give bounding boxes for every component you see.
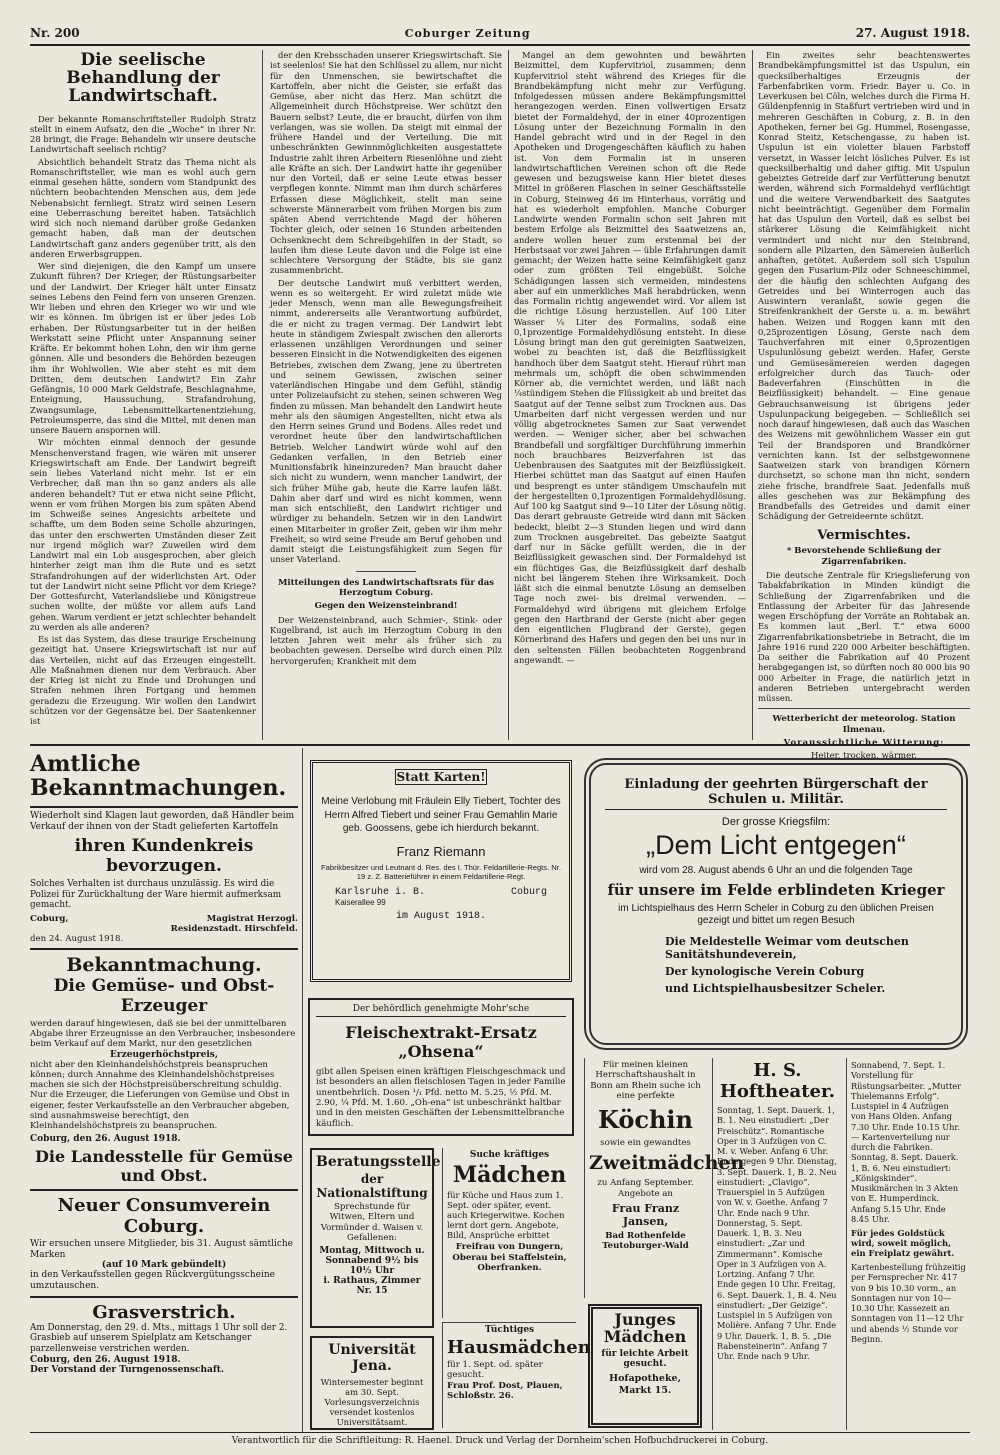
issue-date: 27. August 1918. — [855, 26, 970, 40]
zweitmaedchen-text: zu Anfang September. Angebote an — [597, 1178, 694, 1199]
divider — [30, 806, 298, 808]
bekanntmachung-subtitle: Die Gemüse- und Obst-Erzeuger — [53, 975, 275, 1016]
beratung-title: Beratungsstelle — [316, 1154, 441, 1170]
article-paragraph: Wer sind diejenigen, die den Kampf um unsere Zukunft führen? Der Krieger, der Rüstungsarbeiter und der Landwirt. Der Krieger hält unter Einsatz seines Lebens den Feind fern von unseren Grenzen. Wir lieben und ehren den Krieger wo wir und wie wir es können. Im übrigen ist er über jedes Lob erhaben. Der Rüstungsarbeiter tut in der heißen Werkstatt seine Pflicht unter Anspannung seiner Kräfte. Er bekommt hohen Lohn, den wir ihm gerne gönnen. Alle und besonders die Behörden bezeugen ihm ihr Wohlwollen. Wie aber steht es mit dem Dritten, dem deutschen Landwirt? Ein Zahr Gefängnis, 10 000 Mark Geldstrafe, Beschlagnahme, Enteignung, Haussuchung, Strafandrohung, Zwangsumlage, Lebensmittelkartenentziehung, Petroleumsperre, das sind die Mittel, mit denen man unsere Bauern anspornen will. — [30, 261, 256, 436]
article-paragraph: Ein zweites sehr beachtenswertes Brandbekämpfungsmittel ist das Uspulun, ein quecksilberhaltiges Erzeugnis der Farbenfabriken vorm. Friedr. Bayer u. Co. in Leverkusen bei Cöln, welches durch die Firma H. Güldenpfennig in Staßfurt vertrieben wird und in mehreren Geschäften in Coburg, z. B. in den Apotheken, ferner bei Gg. Hummel, Rosengasse, Konrad Steitz, Ketschengasse, zu haben ist. Uspulun ist ein violetter blauen Farbstoff versetzt, in Wasser leicht lösliches Pulver. Es ist quecksilberhaltig und daher giftig. Mit Uspulun gebeiztes Getreide darf zur Verfütterung benutzt werden, während sich Formaldehyd verflüchtigt und die weitere Verwendbarkeit des Saatgutes nicht beeinträchtigt. Gegenüber dem Formalin hat das Uspulun den Vorteil, daß es selbst bei stärkerer Lösung die Keimfähigkeit nicht vermindert und nicht nur den Steinbrand, sondern alle Pilzarten, den Sämereien äußerlich anhaften, getötet. Außerdem soll sich Uspulun gegen den Fusarium-Pilz oder Schneeschimmel, der die häufig den schlechten Aufgang des Getreides und bei Winterrogen auch das Auswintern veranlaßt, sowie gegen die Streifenkrankheit der Gerste u. a. m. bewährt haben. Weizen und Roggen kann mit den 0,25prozentigen Lösung, Gerste nach dem Tauchverfahren mit einer 0,5prozentigen Uspulunlösung gebeizt werden. Hafer, Gerste und Gemüsesämereien werden dagegen erfolgreicher durch das Tauch- oder Badeverfahren (Einschütten in die Beizflüssigkeit) behandelt. — Eine genaue Gebrauchsanweisung ist übrigens jeder Uspulunpackung beigegeben. — Schließlich sei noch darauf hingewiesen, daß auch das Waschen des Weizens mit gewöhnlichem Wasser ein gut Teil der Brandsporen und Brandkörner vernichten kann. Ist der selbstgewonnene Saatweizen stark von brandigen Körnern durchsetzt, so schone man ihn nicht, sondern ziehe frische, brandfreie Saat. Jedenfalls muß alles geschehen was zur Bekämpfung des Brandbefalls des Getreides und damit einer Schädigung der Getreideernte schützt. — [758, 50, 970, 522]
hausmaedchen-sign: Frau Prof. Dost, Plauen, Schloßstr. 26. — [447, 1380, 563, 1401]
bekanntmachung-date: Coburg, den 26. August 1918. — [30, 1133, 181, 1144]
article-title: Die seelische Behandlung der Landwirtschaft. — [66, 50, 220, 106]
uni-jena-ad — [310, 1336, 434, 1430]
hoftheater-goldstueck: Für jedes Goldstück wird, soweit möglich, ein Freiplatz gewährt. — [851, 1228, 955, 1259]
article-column-4 — [758, 50, 970, 762]
divider — [30, 1296, 298, 1298]
bekanntmachung-text-2: nicht aber den Kleinhandelshöchstpreis beanspruchen können; durch Annahme des Kleinhandelshöchstpreises machen sie sich der Höchstpreisüberschreitung schuldig. Nur die Erzeuger, die Lieferungen von Gemüse und Obst in eigener, fester Verkaufsstelle an den Verbraucher abgeben, sind ausnahmsweise berechtigt, den Kleinhandelshöchstpreis zu beanspruchen. — [30, 1059, 290, 1132]
zweitmaedchen-title: Zweitmädchen — [589, 1152, 745, 1175]
statt-karten: Statt Karten! — [396, 770, 486, 784]
ohsena-text: gibt allen Speisen einen kräftigen Fleischgeschmack und ist besonders an allen fleischlosen Tagen in jeder Familie unentbehrlich. Dosen ¹/₁ Pfd. netto M. 5.25, ½ Pfd. M. 2.90, ¼ Pfd. M. 1.60. „Oh-ena“ ist unbeschränkt haltbar und in den meisten Geschäften der Lebensmittelbranche käuflich. — [316, 1067, 566, 1129]
ohsena-ad — [308, 998, 574, 1136]
koechin-ad — [584, 1058, 745, 1298]
kino-subtitle: für unsere im Felde erblindeten Krieger — [607, 881, 945, 899]
beratung-text: Sprechstunde für Witwen, Eltern und Vormünder d. Waisen v. Gefallenen: — [320, 1202, 424, 1243]
kino-intro: Der grosse Kriegsfilm: — [721, 816, 831, 828]
divider — [30, 948, 298, 950]
kartoffel-headline: ihren Kundenkreis bevorzugen. — [74, 835, 254, 876]
engagement-name: Franz Riemann — [396, 843, 486, 859]
kartoffel-signature-row — [30, 914, 298, 934]
hoftheater-kasse: Kartenbestellung frühzeitig per Fernsprecher Nr. 417 von 9 bis 10.30 vorm., an Sonntagen nur von 10—10.30 Uhr. Kassezeit an Sonntagen von 11—12 Uhr und abends ½ Stunde vor Beginn. — [851, 1262, 966, 1344]
junges-title: Junges Mädchen — [603, 1310, 687, 1346]
column-rule — [508, 50, 509, 740]
maedchen-sign: Freifrau von Dungern, Oberau bei Staffelstein, Oberfranken. — [452, 1242, 567, 1274]
kino-text: wird vom 28. August abends 6 Uhr an und die folgenden Tage — [639, 865, 913, 876]
divider — [356, 571, 416, 572]
bekanntmachung-title: Bekanntmachung. — [66, 953, 262, 976]
hoftheater-program-2 — [846, 1058, 970, 1430]
grasverstrich-date: Coburg, den 26. August 1918. — [30, 1354, 181, 1365]
article-column-2 — [270, 50, 502, 740]
uni-text: Wintersemester beginnt am 30. Sept. Vorlesungsverzeichnis versendet kostenlos Universitätsamt. — [320, 1377, 424, 1428]
consumverein-text-2: in den Verkaufsstellen gegen Rückvergütungsscheine umzutauschen. — [30, 1270, 275, 1292]
kino-ad — [584, 758, 968, 1050]
left-ads-column — [30, 752, 298, 1432]
bekanntmachung-center: Erzeugerhöchstpreis, — [110, 1049, 218, 1060]
article-column-1 — [30, 50, 256, 740]
hoftheater-program-text-2: Sonnabend, 7. Sept. 1. Vorstellung für Rüstungsarbeiter. „Mutter Thielemanns Erfolg“. Lustspiel in 4 Aufzügen von Hans Olden. Anfang 7.30 Uhr. Ende 10.15 Uhr. — Kartenverteilung nur durch die Fabriken. Sonntag, 8. Sept. Dauerk. 1, B. 6. Neu einstudiert: „Königskinder“. Musikmärchen in 3 Akten von E. Humperdinck. Anfang 5.15 Uhr. Ende 8.45 Uhr. — [851, 1060, 962, 1224]
article-paragraph: Wir möchten einmal dennoch der gesunde Menschenverstand fragen, wie wären mit unserer Kriegswirtschaft am Ende. Der Landwirt begreift sein liebes Vaterland nicht mehr. Ist er ein Verbrecher, daß man ihn so ganz anders als alle anderen behandelt? Tut er etwa nicht seine Pflicht, wenn er vom frühen Morgen bis zum späten Abend im Schweiße seines Angesichts arbeitete und schaffte, um dem Boden seine Scholle abzuringen, das unter den erschwerten Umständen dieser Zeit nur irgend möglich war? Zuweilen wird dem Landwirt mal ein Lob ausgesprochen, aber gleich hinterher zeigt man ihm die Rute und es setzt Strafandrohungen auf der widerlichsten Art. Oder tut der Landwirt nicht seine Pflicht vor dem Kriege? Der Gottesfurcht, Vaterlandsliebe und Königstreue suchen wollte, der müßte vor allem aufs Land gehen. Warum verdient er jetzt schlechter behandelt zu werden als alle anderen? — [30, 437, 256, 632]
consumverein-note: (auf 10 Mark gebündelt) — [101, 1260, 227, 1271]
column-rule — [262, 50, 263, 740]
misc-text: Die deutsche Zentrale für Kriegslieferung von Tabakfabrikation in Minden kündigt die Schließung der Zigarrenfabriken und die Entlassung der Arbeiter für das Jahresende wegen Erschöpfung der Vorräte an Rohtabak an. Es kommen laut „Berl. T.“ etwa 6000 Zigarrenfabrikationsbetriebe in Betracht, die im Jahre 1916 rund 220 000 Arbeiter beschäftigten. Da seither die Fabrikation auf 40 Prozent herabgegangen ist, so dürften noch 80 000 bis 90 000 Arbeiter in Frage, die natürlich jetzt in anderen Betrieben untergebracht werden müssen. — [758, 570, 970, 704]
engagement-places — [319, 887, 563, 898]
hausmaedchen-ad — [442, 1322, 591, 1428]
beratung-ad — [310, 1148, 441, 1328]
junges-sign: Hofapotheke, Markt 15. — [609, 1373, 681, 1396]
kino-film-title: „Dem Licht entgegen“ — [646, 830, 906, 860]
article-column-3 — [514, 50, 746, 740]
page-header — [30, 22, 970, 44]
place-coburg: Coburg — [510, 886, 547, 898]
grasverstrich-sign: Der Vorstand der Turngenossenschaft. — [30, 1364, 224, 1375]
kino-sign-3: und Lichtspielhausbesitzer Scheler. — [665, 982, 886, 995]
header-rule — [30, 44, 970, 46]
kartoffel-sign: Magistrat Herzogl. Residenzstadt. Hirschfeld. — [170, 913, 298, 934]
footer-rule — [30, 1432, 970, 1433]
kartoffel-text: Solches Verhalten ist durchaus unzulässig. Es wird die Polizei für Zurückhaltung der Ware hiermit aufmerksam gemacht. — [30, 878, 282, 911]
maedchen-ad — [442, 1148, 576, 1318]
place-karlsruhe: Karlsruhe i. B. — [335, 886, 426, 898]
divider — [30, 1189, 298, 1191]
koechin-text: sowie ein gewandtes — [600, 1138, 691, 1149]
koechin-intro: Für meinen kleinen Herrschaftshaushalt in Bonn am Rhein suche ich eine perfekte — [590, 1060, 701, 1101]
grasverstrich-text: Am Donnerstag, den 29. d. Mts., mittags 1 Uhr soll der 2. Grasbieb auf unserem Spielplatz am Ketschanger parzellenweise verstrichen werden. — [30, 1322, 288, 1355]
engagement-notice — [310, 760, 572, 982]
newspaper-title: Coburger Zeitung — [404, 26, 531, 40]
misc-subtitle: * Bevorstehende Schließung der Zigarrenfabriken. — [786, 546, 942, 567]
hausmaedchen-text: für 1. Sept. od. später gesucht. — [447, 1360, 543, 1381]
ohsena-title: Fleischextrakt-Ersatz „Ohsena“ — [345, 1023, 537, 1061]
grasverstrich-title: Grasverstrich. — [92, 1301, 236, 1323]
hausmaedchen-title: Hausmädchen — [447, 1337, 591, 1358]
article-paragraph: Der deutsche Landwirt muß verbittert werden, wenn es so weitergeht. Er wird zuletzt müde wie jeder Mensch, wenn man alle Bewegungsfreiheit nimmt, andererseits alle Verantwortung aufbürdet, die er nicht zu tragen vermag. Der Landwirt lebt heute in ständigem Zwiespalt zwischen den allerorts erlassenen unzähligen Verordnungen und seiner besseren Einsicht in die Notwendigkeiten des eigenen Betriebes, zwischen dem Zwang, jene zu übertreten und seinem Gewissen, zwischen seiner vaterländischen Hingabe und dem Gefühl, ständig unter Polizeiaufsicht zu stehen, seinen schweren Weg finden zu müssen. Man behandelt den Landwirt heute mehr als den säumigen Angestellten, nicht etwa als den Herrn seines Grund und Bodens. Alles redet und verordnet heute über den landwirtschaftlichen Betrieb. Welcher Landwirt würde wohl auf den Gedanken verfallen, in den Betrieb einer Munitionsfabrik hineinzureden? Man braucht daher sich nicht zu wundern, wenn mancher Landwirt, der sich früher Mühe gab, heute die Karre laufen läßt. Dahin aber darf und wird es nicht kommen, wenn man sich entschließt, den Landwirt richtiger und würdiger zu behandeln. Setzen wir in den Landwirt einen Mitarbeiter in großer Zeit, geben wir ihm mehr Freiheit, so wird seine Freude am Beruf gehoben und damit steigt die Leistungsfähigkeit zum Segen für unser Vaterland. — [270, 277, 502, 565]
kino-heading: Einladung der geehrten Bürgerschaft der Schulen u. Militär. — [605, 777, 947, 810]
ad-column-rule — [302, 748, 303, 1433]
amtliche-heading: Amtliche Bekanntmachungen. — [30, 751, 287, 802]
uni-title: Universität Jena. — [328, 1342, 416, 1374]
hoftheater-program: Sonntag, 1. Sept. Dauerk. 1, B. 1. Neu einstudiert: „Der Freischütz“. Romantische Oper in 3 Aufzügen von C. M. v. Weber. Anfang 6 Uhr. Ende gegen 9 Uhr. Dienstag, 3. Sept. Dauerk. 1, B. 2. Neu einstudiert: „Clavigo“. Trauerspiel in 5 Aufzügen von W. v. Goethe. Anfang 7 Uhr. Ende nach 9 Uhr. Donnerstag, 5. Sept. Dauerk. 1, B. 3. Neu einstudiert: „Zar und Zimmermann“. Komische Oper in 3 Aufzügen von A. Lortzing. Anfang 7 Uhr. Ende gegen 10 Uhr. Freitag, 6. Sept. Dauerk. 1, B. 4. Neu einstudiert: „Der Geizige“. Lustspiel in 5 Aufzügen von Molière. Anfang 7 Uhr. Ende 9 Uhr. Dauerk. 1, B. 5. „Die Rabensteinerin“. Anfang 7 Uhr. Ende nach 9 Uhr. — [717, 1105, 837, 1361]
article-paragraph: der den Krebsschaden unserer Kriegswirtschaft. Sie ist seelenlos! Sie hat den Schlüssel zu allem, nur nicht für den Unmenschen, sie bewirtschaftet die Kartoffeln, aber nicht die Geister, sie erfaßt das Gemüse, aber nicht das Herz. Man schützt die Allgemeinheit durch Höchstpreise. Wer schützt den Bauern selbst? Leute, die er braucht, dürfen von ihm verlangen, was sie wollen. Da steigt mit einmal der frühere Handel und der Verteilung. Die mit unbeschränkten Gewinnmöglichkeiten ausgestattete Industrie zahlt ihren Arbeitern Riesenlöhne und zieht alle Kräfte an sich. Der Landwirt hatte ihr gegenüber nur den Vorteil, daß er seine Leute etwas besser verpflegen konnte. Nimmt man ihm durch schärferes Erfassen diese Möglichkeit, stellt man seine schwerste Männerarbeit vom frühen Morgen bis zum späten Abend verrichtende Magd der höheren Tochter gleich, oder seinen 16 Stunden arbeitenden Ochsenknecht dem Schreibgehilfen in der Stadt, so laufen ihm diese Leute davon und die Folge ist eine schlechtere Versorgung der Städte, bis sie ganz zusammenbricht. — [270, 50, 502, 276]
article-paragraph: Der bekannte Romanschriftsteller Rudolph Stratz stellt in einem Aufsatz, den die „Woche“ in ihrer Nr. 28 bringt, die Frage: Behandeln wir unsere deutsche Landwirtschaft seelisch richtig? — [30, 113, 256, 155]
kino-text-2: im Lichtspielhaus des Herrn Scheler in Coburg zu den üblichen Preisen gezeigt und bittet um regen Besuch — [618, 903, 934, 926]
notice-title: Mitteilungen des Landwirtschaftsrats für das Herzogtum Coburg. — [277, 577, 495, 598]
article-paragraph: Absichtlich behandelt Stratz das Thema nicht als Romanschriftsteller, wie man es wohl auch gern einmal gesehen hätte, sondern vom Standpunkt des nüchtern beobachtenden Menschen aus, dem jede Nebenabsicht fernliegt. Stratz wird seinen Lesern eine Ueberraschung bereitet haben. Tatsächlich wird sich noch niemand darüber große Gedanken gemacht haben, daß man der deutschen Landwirtschaft ganz anders gegenüber tritt, als den anderen Erwerbsgruppen. — [30, 156, 256, 259]
landesstelle-sign: Die Landesstelle für Gemüse und Obst. — [35, 1146, 293, 1185]
beratung-place: i. Rathaus, Zimmer Nr. 15 — [323, 1276, 421, 1297]
notice-subtitle: Gegen den Weizensteinbrand! — [314, 601, 458, 612]
koechin-title: Köchin — [598, 1105, 693, 1135]
kartoffel-place: Coburg, — [30, 913, 69, 924]
junges-text: für leichte Arbeit gesucht. — [601, 1348, 689, 1370]
notice-text: Der Weizensteinbrand, auch Schmier-, Stink- oder Kugelbrand, ist auch im Herzogtum Coburg in den letzten Jahren weit mehr als früher sich zu beobachten gewesen. Derselbe wird durch einen Pilz hervorgerufen; Krankheit mit dem — [270, 614, 502, 666]
article-paragraph: Es ist das System, das diese traurige Erscheinung gezeitigt hat. Unsere Kriegswirtschaft ist nur auf das Verteilen, nicht auf das Erzeugen eingestellt. Alle Maßnahmen dienen nur dem Verbrauch. Aber der Krieg ist nicht zu Ende und Drohungen und Strafen nehmen ihren Fortgang und hemmen geradezu die Erzeugung. Wir wollen den Landwirt schützen vor der Gegensätze bei. Der Saatenkenner ist — [30, 634, 256, 727]
beratung-time: Montag, Mittwoch u. Sonnabend 9½ bis 10½ Uhr — [319, 1246, 425, 1277]
maedchen-intro: Suche kräftiges — [469, 1150, 550, 1160]
article-paragraph: Mangel an dem gewohnten und bewährten Beizmittel, dem Kupfervitriol, zusammen; denn Kupfervitriol steht während des Krieges für die Brandbekämpfung nicht mehr zur Verfügung. Infolgedessen müssen andere Bekämpfungsmittel herangezogen werden. Einen vollwertigen Ersatz bietet der Formaldehyd, der in einer 40prozentigen Lösung unter der Bezeichnung Formalin in den Handel gebracht wird und in der Regel in den Apotheken und Drogengeschäften käuflich zu haben ist. Von dem Formalin ist in unseren landwirtschaftlichen Vereinen schon oft die Rede gewesen und bezugsweise kann Hier bietet dieses Mittel in größeren Flaschen in seiner Geschäftsstelle in Coburg, Steinweg 46 im Hinterhaus, vorrätig und hat es wiederholt empfohlen. Manche Coburger Landwirte wenden Formalin schon seit Jahren mit bestem Erfolge als Beizmittel des Saatweizens an, andere wollen heuer zum erstenmal bei der Herbstsaat vor zwei Jahren — üble Erfahrungen damit gemacht; der Weizen hatte seine Keimfähigkeit ganz oder zum größten Teil eingebüßt. Solche Schädigungen lassen sich vermeiden, mindestens aber auf ein unmerkliches Maß herabdrücken, wenn das Formalin richtig angewendet wird. Vor allem ist die richtige Lösung herzustellen. Auf 100 Liter Wasser ¼ Liter des Formalins, sodaß eine 0,1prozentige Formaldehydlösung entsteht. In diese Lösung bringt man den gut gereinigten Saatweizen, wobei zu beachten ist, daß die Beizflüssigkeit handhoch über dem Saatgut steht. Hierauf rührt man mehrmals um, schöpft die oben schwimmenden Körner ab, die vernichtet werden, und läßt nach ¼stündigem Stehen die Flüssigkeit ab und breitet das Saatgut auf der Tenne selbst zum Trocknen aus. Das Umarbeiten darf nicht vergessen werden und nur völlig abgetrocknetes Samen zur Saat verwendet werden. — Weniger sicher, aber bei schwachen Brandbefall und sorgfältiger Durchführung immerhin noch brauchbares Beizverfahren ist das Uebenbrausen des Saatgutes mit der Beizflüssigkeit. Hierbei schüttet man das Saatgut auf einen Haufen und besprengt es unter ständigem Umschaufeln mit der hergestellten 0,1prozentigen Formaldehydlösung. Auf 100 kg Saatgut sind 9—10 Liter der Lösung nötig. Das derart gebrauste Getreide wird dann mit Säcken bedeckt, bleibt 2—3 Stunden liegen und wird dann zum Trocknen ausgebreitet. Das gebeizte Saatgut darf nur in Säcke gefüllt werden, die in der Beizflüssigkeit gewaschen sind. Der Formaldehyd ist ein flüchtiges Gas, die Beizflüssigkeit darf deshalb nicht bei längerem Stehen ihre Wirksamkeit. Doch läßt sich die einmal benutzte Lösung an demselben Tage noch zwei- bis dreimal verwenden. — Formaldehyd wird übrigens mit gleichem Erfolge gegen den Hartbrand der Gerste (nicht aber gegen den eigentlichen Flugbrand der Gerste), gegen Körnerbrand des Hafers und gegen den bei uns nur in den seltensten Fällen beobachteten Roggenbrand angewandt. — — [514, 50, 746, 665]
beratung-subtitle: der Nationalstiftung — [316, 1172, 428, 1200]
engagement-date: im August 1918. — [395, 910, 486, 922]
engagement-rank: Fabrikbesitzer und Leutnant d. Res. des I. Thür. Feldartillerie-Regts. Nr. 19 z. Z. Batterieführer in einem Feldartillerie-Regt. — [320, 862, 562, 881]
hoftheater-title: H. S. Hoftheater. — [719, 1060, 836, 1102]
maedchen-text: für Küche und Haus zum 1. Sept. oder später, event. auch Kriegerwitwe. Kochen lernt dort gern. Angebote, Bild, Ansprüche erbittet — [447, 1190, 565, 1241]
weather-title: Wetterbericht der meteorolog. Station Ilmenau. — [772, 714, 956, 735]
imprint: Verantwortlich für die Schriftleitung: R. Haenel. Druck und Verlag der Dornheim'schen Hofbuchdruckerei in Coburg. — [231, 1436, 769, 1446]
hausmaedchen-intro: Tüchtiges — [484, 1325, 535, 1335]
kartoffel-intro: Wiederholt sind Klagen laut geworden, daß Händler beim Verkauf der ihnen von der Stadt gelieferten Kartoffeln — [30, 811, 295, 833]
divider — [758, 708, 970, 709]
maedchen-title: Mädchen — [452, 1162, 567, 1188]
bekanntmachung-text: werden darauf hingewiesen, daß sie bei der unmittelbaren Abgabe ihrer Erzeugnisse an den Verbraucher, insbesondere beim Verkauf auf dem Markt, nur den gesetzlichen — [30, 1018, 296, 1050]
weather-subtitle: Voraussichtliche Witterung: — [783, 738, 945, 749]
engagement-text: Meine Verlobung mit Fräulein Elly Tiebert, Tochter des Herrn Alfred Tiebert und seiner Frau Gemahlin Marie geb. Goossens, gebe ich hierdurch bekannt. — [321, 796, 561, 834]
kartoffel-date: den 24. August 1918. — [30, 933, 124, 944]
junges-maedchen-ad — [588, 1304, 702, 1428]
kino-sign-2: Der kynologische Verein Coburg — [665, 965, 865, 978]
consumverein-text: Wir ersuchen unsere Mitglieder, bis 31. August sämtliche Marken — [30, 1238, 293, 1260]
misc-title: Vermischtes. — [817, 527, 911, 543]
column-rule — [752, 50, 753, 740]
weather-text: Heiter, trocken, wärmer. — [811, 751, 917, 762]
hoftheater-ad — [712, 1058, 842, 1430]
zweitmaedchen-address: Bad Rothenfelde Teutoburger-Wald — [602, 1230, 689, 1252]
section-rule — [30, 744, 970, 746]
kino-sign-1: Die Meldestelle Weimar vom deutschen Sanitätshundeverein, — [665, 935, 909, 961]
engagement-address: Kaiserallee 99 — [335, 897, 386, 907]
issue-number: Nr. 200 — [30, 26, 80, 40]
zweitmaedchen-name: Frau Franz Jansen, — [611, 1201, 680, 1228]
consumverein-title: Neuer Consumverein Coburg. — [57, 1194, 271, 1237]
ohsena-intro: Der behördlich genehmigte Mohr'sche — [316, 1004, 566, 1017]
